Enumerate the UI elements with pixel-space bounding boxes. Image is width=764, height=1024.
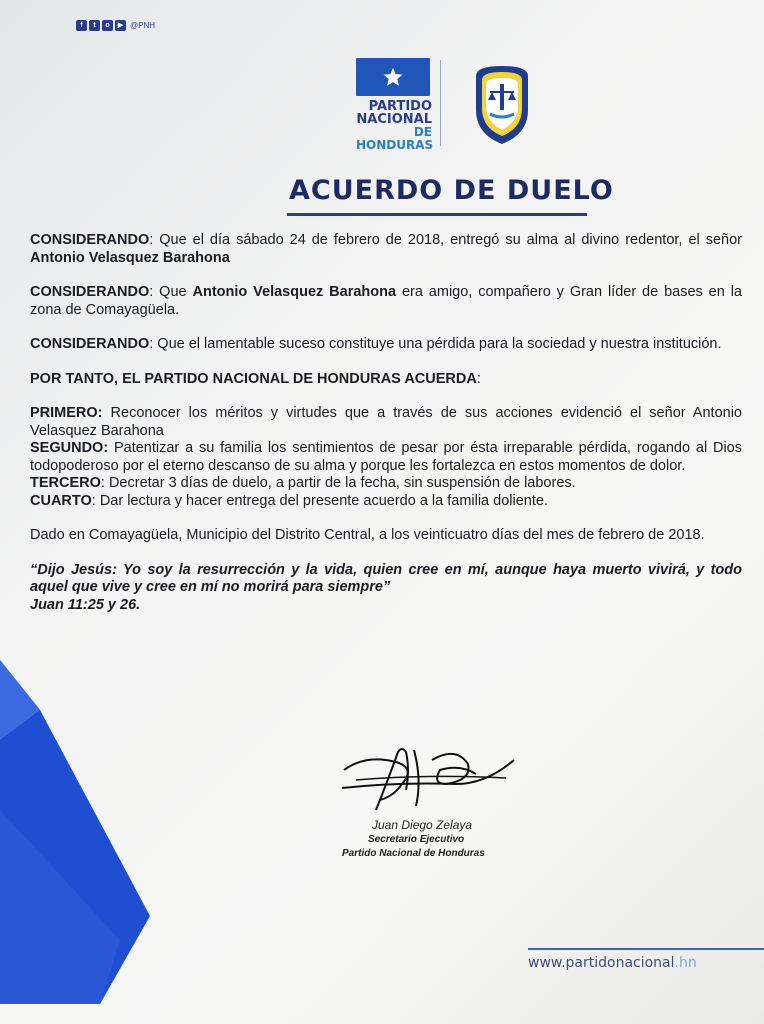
social-handle: @PNH xyxy=(130,21,156,30)
instagram-icon: o xyxy=(102,20,113,31)
handwritten-signature xyxy=(336,740,516,818)
youtube-icon: ▶ xyxy=(115,20,126,31)
resolution-segundo: SEGUNDO: Patentizar a su familia los sentimientos de pesar por ésta irreparable pérdida, rogando al Dios todopoderoso por el eterno descanso de su alma y porque les fortalezca en estos momentos de dolor. xyxy=(30,440,742,474)
resolution-primero: PRIMERO: Reconocer los méritos y virtudes que a través de sus acciones evidenció el señor Antonio Velasquez Barahona xyxy=(30,405,742,439)
social-media-bar xyxy=(76,20,155,31)
considerando-3: CONSIDERANDO: Que el lamentable suceso constituye una pérdida para la sociedad y nuestra institución. xyxy=(30,336,722,352)
footer-rule xyxy=(528,948,764,950)
party-seal-icon xyxy=(470,62,534,146)
dado-en: Dado en Comayagüela, Municipio del Distrito Central, a los veinticuatro días del mes de febrero de 2018. xyxy=(30,527,705,543)
signer-name: Juan Diego Zelaya xyxy=(372,818,473,832)
party-logo xyxy=(356,58,436,152)
party-name-line2: NACIONAL xyxy=(356,112,432,127)
document-title: ACUERDO DE DUELO xyxy=(289,175,614,206)
decorative-blue-corner xyxy=(0,660,160,1024)
party-name-line1: PARTIDO xyxy=(368,99,432,114)
signer-organization: Partido Nacional de Honduras xyxy=(342,848,485,859)
considerando-1: CONSIDERANDO: Que el día sábado 24 de febrero de 2018, entregó su alma al divino redentor, el señor Antonio Velasquez Barahona xyxy=(30,232,742,266)
bible-quote: “Dijo Jesús: Yo soy la resurrección y la vida, quien cree en mí, aunque haya muerto vivirá, y todo aquel que vive y cree en mí no morirá para siempre” xyxy=(30,561,742,595)
resolution-tercero: TERCERO: Decretar 3 días de duelo, a partir de la fecha, sin suspensión de labores. xyxy=(30,475,576,491)
website-link[interactable]: www.partidonacional.hn xyxy=(528,955,697,971)
party-name xyxy=(356,100,432,152)
flag-star-icon xyxy=(356,58,430,96)
party-name-line3: DE HONDURAS xyxy=(356,125,434,152)
por-tanto-heading: POR TANTO, EL PARTIDO NACIONAL DE HONDURAS ACUERDA: xyxy=(30,370,481,387)
logo-divider xyxy=(440,60,441,146)
bible-reference: Juan 11:25 y 26. xyxy=(30,596,141,613)
facebook-icon: f xyxy=(76,20,87,31)
considerando-2: CONSIDERANDO: Que Antonio Velasquez Barahona era amigo, compañero y Gran líder de bases en la zona de Comayagüela. xyxy=(30,284,742,318)
signer-title: Secretario Ejecutivo xyxy=(368,834,465,845)
title-underline xyxy=(287,213,587,216)
resolution-cuarto: CUARTO: Dar lectura y hacer entrega del presente acuerdo a la familia doliente. xyxy=(30,492,548,509)
document-body xyxy=(30,232,742,614)
twitter-icon: t xyxy=(89,20,100,31)
